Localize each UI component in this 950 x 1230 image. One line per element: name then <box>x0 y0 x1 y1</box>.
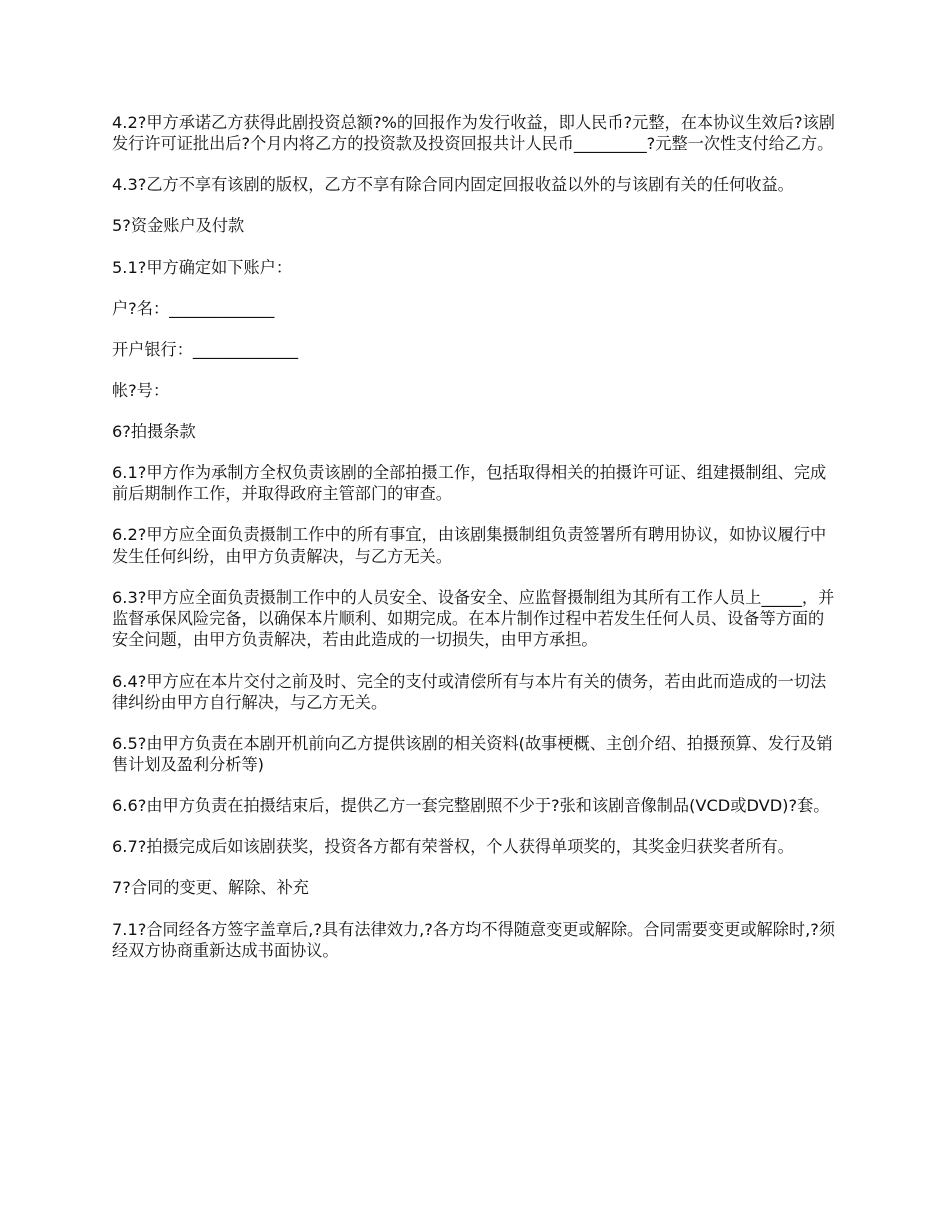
clause-6-1: 6.1?甲方作为承制方全权负责该剧的全部拍摄工作，包括取得相关的拍摄许可证、组建摄制组、完成前后期制作工作，并取得政府主管部门的审查。 <box>112 463 827 504</box>
clause-6-2: 6.2?甲方应全面负责摄制工作中的所有事宜，由该剧集摄制组负责签署所有聘用协议，如协议履行中发生任何纠纷，由甲方负责解决，与乙方无关。 <box>112 525 827 566</box>
clause-6-6: 6.6?由甲方负责在拍摄结束后，提供乙方一套完整剧照不少于?张和该剧音像制品(VCD或DVD)?套。 <box>112 796 830 816</box>
clause-5-1: 5.1?甲方确定如下账户： <box>112 257 293 277</box>
section-6-heading: 6?拍摄条款 <box>112 421 196 441</box>
clause-6-3: 6.3?甲方应全面负责摄制工作中的人员安全、设备安全、应监督摄制组为其所有工作人员上_____，并监督承保风险完备，以确保本片顺利、如期完成。在本片制作过程中若发生任何人员、设备等方面的安全问题，由甲方负责解决，若由此造成的一切损失，由甲方承担。 <box>112 587 835 650</box>
bank-line: 开户银行：_____________ <box>112 339 299 359</box>
section-5-heading: 5?资金账户及付款 <box>112 216 245 236</box>
document-page <box>112 112 840 981</box>
section-7-heading: 7?合同的变更、解除、补充 <box>112 878 309 898</box>
account-name-line: 户?名：_____________ <box>112 298 275 318</box>
clause-4-2: 4.2?甲方承诺乙方获得此剧投资总额?%的回报作为发行收益，即人民币?元整，在本协议生效后?该剧发行许可证批出后?个月内将乙方的投资款及投资回报共计人民币_________?元整一次性支付给乙方。 <box>112 113 835 154</box>
clause-6-4: 6.4?甲方应在本片交付之前及时、完全的支付或清偿所有与本片有关的债务，若由此而造成的一切法律纠纷由甲方自行解决，与乙方无关。 <box>112 671 827 712</box>
clause-6-5: 6.5?由甲方负责在本剧开机前向乙方提供该剧的相关资料(故事梗概、主创介绍、拍摄预算、发行及销售计划及盈利分析等) <box>112 733 833 775</box>
account-number-line: 帐?号： <box>112 380 170 400</box>
clause-7-1: 7.1?合同经各方签字盖章后,?具有法律效力,?各方均不得随意变更或解除。合同需要变更或解除时,?须经双方协商重新达成书面协议。 <box>112 919 836 960</box>
clause-4-3: 4.3?乙方不享有该剧的版权，乙方不享有除合同内固定回报收益以外的与该剧有关的任何收益。 <box>112 175 794 195</box>
clause-6-7: 6.7?拍摄完成后如该剧获奖，投资各方都有荣誉权，个人获得单项奖的，其奖金归获奖者所有。 <box>112 837 794 857</box>
